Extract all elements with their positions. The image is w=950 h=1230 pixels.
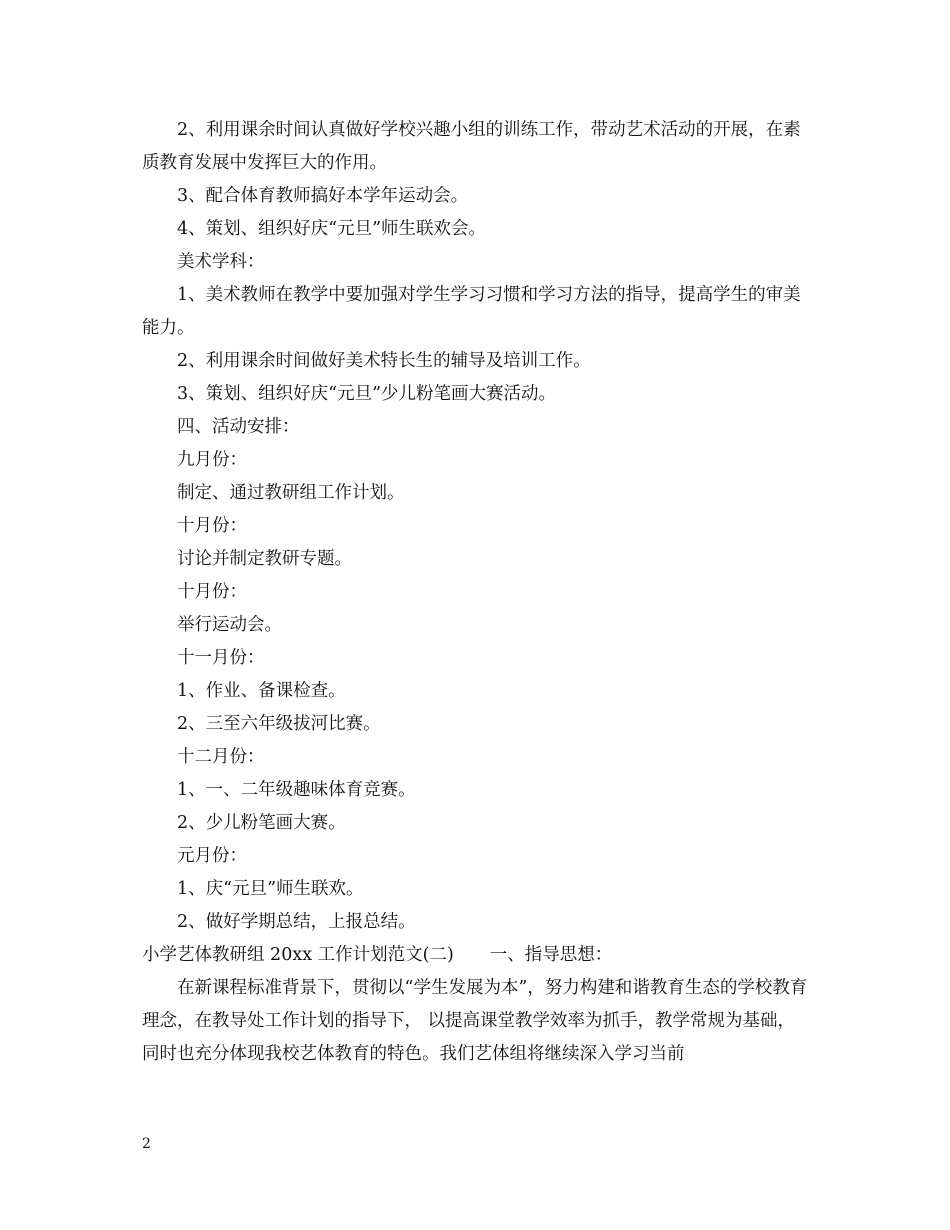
paragraph: 在新课程标准背景下，贯彻以“学生发展为本”，努力构建和谐教育生态的学校教育理念，在教导处工作计划的指导下， 以提高课堂教学效率为抓手，教学常规为基础，同时也充分体现我校艺体教育的特色。我们艺体组将继续深入学习当前 [142, 978, 808, 1064]
paragraph: 1、一、二年级趣味体育竞赛。 [177, 780, 416, 800]
paragraph: 2、利用课余时间做好美术特长生的辅导及培训工作。 [177, 351, 591, 371]
document-body [142, 114, 810, 1071]
paragraph: 举行运动会。 [177, 615, 282, 635]
paragraph: 1、作业、备课检查。 [177, 681, 346, 701]
section-heading: 美术学科： [177, 252, 265, 272]
paragraph: 2、做好学期总结，上报总结。 [177, 912, 416, 932]
paragraph: 讨论并制定教研专题。 [177, 549, 352, 569]
paragraph: 2、利用课余时间认真做好学校兴趣小组的训练工作，带动艺术活动的开展，在素质教育发展中发挥巨大的作用。 [142, 120, 801, 173]
paragraph: 2、少儿粉笔画大赛。 [177, 813, 346, 833]
month-heading: 十二月份： [177, 747, 265, 767]
month-heading: 十一月份： [177, 648, 265, 668]
paragraph: 1、美术教师在教学中要加强对学生学习习惯和学习方法的指导，提高学生的审美能力。 [142, 285, 801, 338]
page-number: 2 [142, 1136, 151, 1152]
month-heading: 十月份： [177, 582, 247, 602]
section-heading: 一、指导思想： [489, 945, 613, 965]
month-heading: 十月份： [177, 516, 247, 536]
paragraph: 制定、通过教研组工作计划。 [177, 483, 405, 503]
paragraph: 1、庆“元旦”师生联欢。 [177, 879, 364, 899]
document-title-line [142, 939, 810, 972]
paragraph: 3、配合体育教师搞好本学年运动会。 [177, 186, 469, 206]
paragraph: 4、策划、组织好庆“元旦”师生联欢会。 [177, 219, 487, 239]
paragraph: 2、三至六年级拔河比赛。 [177, 714, 381, 734]
document-title: 小学艺体教研组 20xx 工作计划范文(二) [142, 945, 454, 965]
month-heading: 九月份： [177, 450, 247, 470]
month-heading: 元月份： [177, 846, 247, 866]
section-heading: 四、活动安排： [177, 417, 300, 437]
paragraph: 3、策划、组织好庆“元旦”少儿粉笔画大赛活动。 [177, 384, 557, 404]
